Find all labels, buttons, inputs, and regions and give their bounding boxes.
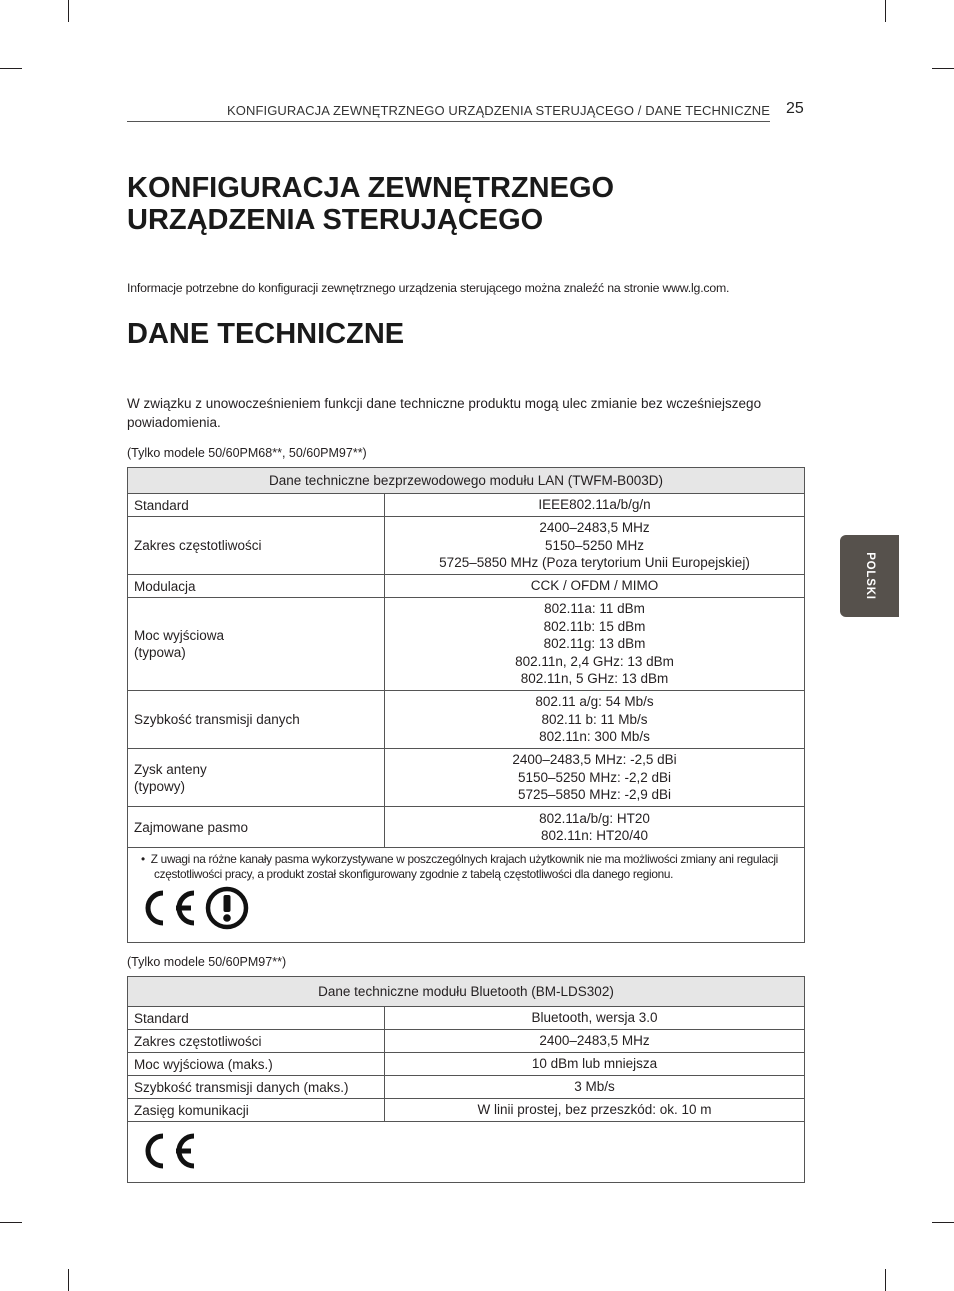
crop-mark <box>68 1269 69 1291</box>
bluetooth-table-header: Dane techniczne modułu Bluetooth (BM-LDS302) <box>128 977 805 1007</box>
table-row <box>128 1076 805 1099</box>
header-rule <box>127 121 770 122</box>
row-value: 802.11 a/g: 54 Mb/s 802.11 b: 11 Mb/s 802.11n: 300 Mb/s <box>385 691 805 749</box>
lan-models-note: (Tylko modele 50/60PM68**, 50/60PM97**) <box>127 446 367 460</box>
table-row <box>128 1122 805 1183</box>
row-label: Szybkość transmisji danych <box>128 691 385 749</box>
row-label: Zasięg komunikacji <box>128 1099 385 1122</box>
ce-mark-icon <box>138 886 200 930</box>
table-row <box>128 598 805 691</box>
crop-mark <box>932 1222 954 1223</box>
row-value: 2400–2483,5 MHz <box>385 1030 805 1053</box>
table-row <box>128 848 805 943</box>
specifications-intro: W związku z unowocześnieniem funkcji dane techniczne produktu mogą ulec zmianie bez wcześniejszego powiadomienia. <box>127 396 762 430</box>
running-header: KONFIGURACJA ZEWNĘTRZNEGO URZĄDZENIA STERUJĄCEGO / DANE TECHNICZNE <box>226 103 770 118</box>
row-label: Standard <box>128 494 385 517</box>
table-row <box>128 749 805 807</box>
crop-mark <box>885 1269 886 1291</box>
crop-mark <box>0 1222 22 1223</box>
bullet: • <box>141 852 151 866</box>
row-label: Zysk anteny (typowy) <box>128 749 385 807</box>
row-value: W linii prostej, bez przeszkód: ok. 10 m <box>385 1099 805 1122</box>
row-label: Moc wyjściowa (typowa) <box>128 598 385 691</box>
table-row <box>128 691 805 749</box>
table-row <box>128 494 805 517</box>
row-value: 802.11a: 11 dBm 802.11b: 15 dBm 802.11g: 13 dBm 802.11n, 2,4 GHz: 13 dBm 802.11n, 5 GHz: 13 dBm <box>385 598 805 691</box>
language-tab <box>840 535 899 617</box>
language-tab-label: POLSKI <box>863 552 876 600</box>
row-label: Moc wyjściowa (maks.) <box>128 1053 385 1076</box>
table-row <box>128 575 805 598</box>
section-title-specifications: DANE TECHNICZNE <box>127 318 405 350</box>
row-value: IEEE802.11a/b/g/n <box>385 494 805 517</box>
row-value: 3 Mb/s <box>385 1076 805 1099</box>
alert-mark-icon <box>204 886 250 930</box>
ce-mark-icon <box>138 1129 200 1173</box>
table-row <box>128 1053 805 1076</box>
crop-mark <box>932 68 954 69</box>
row-label: Zakres częstotliwości <box>128 1030 385 1053</box>
crop-mark <box>885 0 886 22</box>
table-row <box>128 517 805 575</box>
section-title-line: KONFIGURACJA ZEWNĘTRZNEGO <box>127 172 615 204</box>
certification-marks <box>134 882 798 930</box>
row-value: 10 dBm lub mniejsza <box>385 1053 805 1076</box>
lan-spec-table <box>127 467 805 943</box>
crop-mark <box>0 68 22 69</box>
certification-marks <box>134 1122 798 1173</box>
row-value: 2400–2483,5 MHz 5150–5250 MHz 5725–5850 MHz (Poza terytorium Unii Europejskiej) <box>385 517 805 575</box>
row-value: CCK / OFDM / MIMO <box>385 575 805 598</box>
bluetooth-models-note: (Tylko modele 50/60PM97**) <box>127 955 287 969</box>
section-title-external-control <box>127 172 614 236</box>
external-control-info: Informacje potrzebne do konfiguracji zewnętrznego urządzenia sterującego można znaleźć na stronie www.lg.com. <box>127 281 730 295</box>
row-label: Standard <box>128 1007 385 1030</box>
page-number: 25 <box>786 100 804 117</box>
row-label: Zakres częstotliwości <box>128 517 385 575</box>
table-row <box>128 807 805 848</box>
bluetooth-spec-table <box>127 976 805 1183</box>
row-label: Zajmowane pasmo <box>128 807 385 848</box>
table-row <box>128 1007 805 1030</box>
row-label: Modulacja <box>128 575 385 598</box>
crop-mark <box>68 0 69 22</box>
row-value: Bluetooth, wersja 3.0 <box>385 1007 805 1030</box>
lan-footnote-cell <box>128 848 805 943</box>
lan-footnote: • Z uwagi na różne kanały pasma wykorzystywane w poszczególnych krajach użytkownik nie ma możliwości zmiany ani regulacji częstotliwości pracy, a produkt został skonfigurowany zgodnie z tabelą częstotliwości dla danego regionu. <box>141 852 778 881</box>
section-title-line: URZĄDZENIA STERUJĄCEGO <box>127 204 544 236</box>
row-value: 2400–2483,5 MHz: -2,5 dBi 5150–5250 MHz: -2,2 dBi 5725–5850 MHz: -2,9 dBi <box>385 749 805 807</box>
row-value: 802.11a/b/g: HT20 802.11n: HT20/40 <box>385 807 805 848</box>
row-label: Szybkość transmisji danych (maks.) <box>128 1076 385 1099</box>
table-row <box>128 1099 805 1122</box>
bluetooth-marks-cell <box>128 1122 805 1183</box>
lan-table-header: Dane techniczne bezprzewodowego modułu LAN (TWFM-B003D) <box>128 468 805 494</box>
table-row <box>128 1030 805 1053</box>
